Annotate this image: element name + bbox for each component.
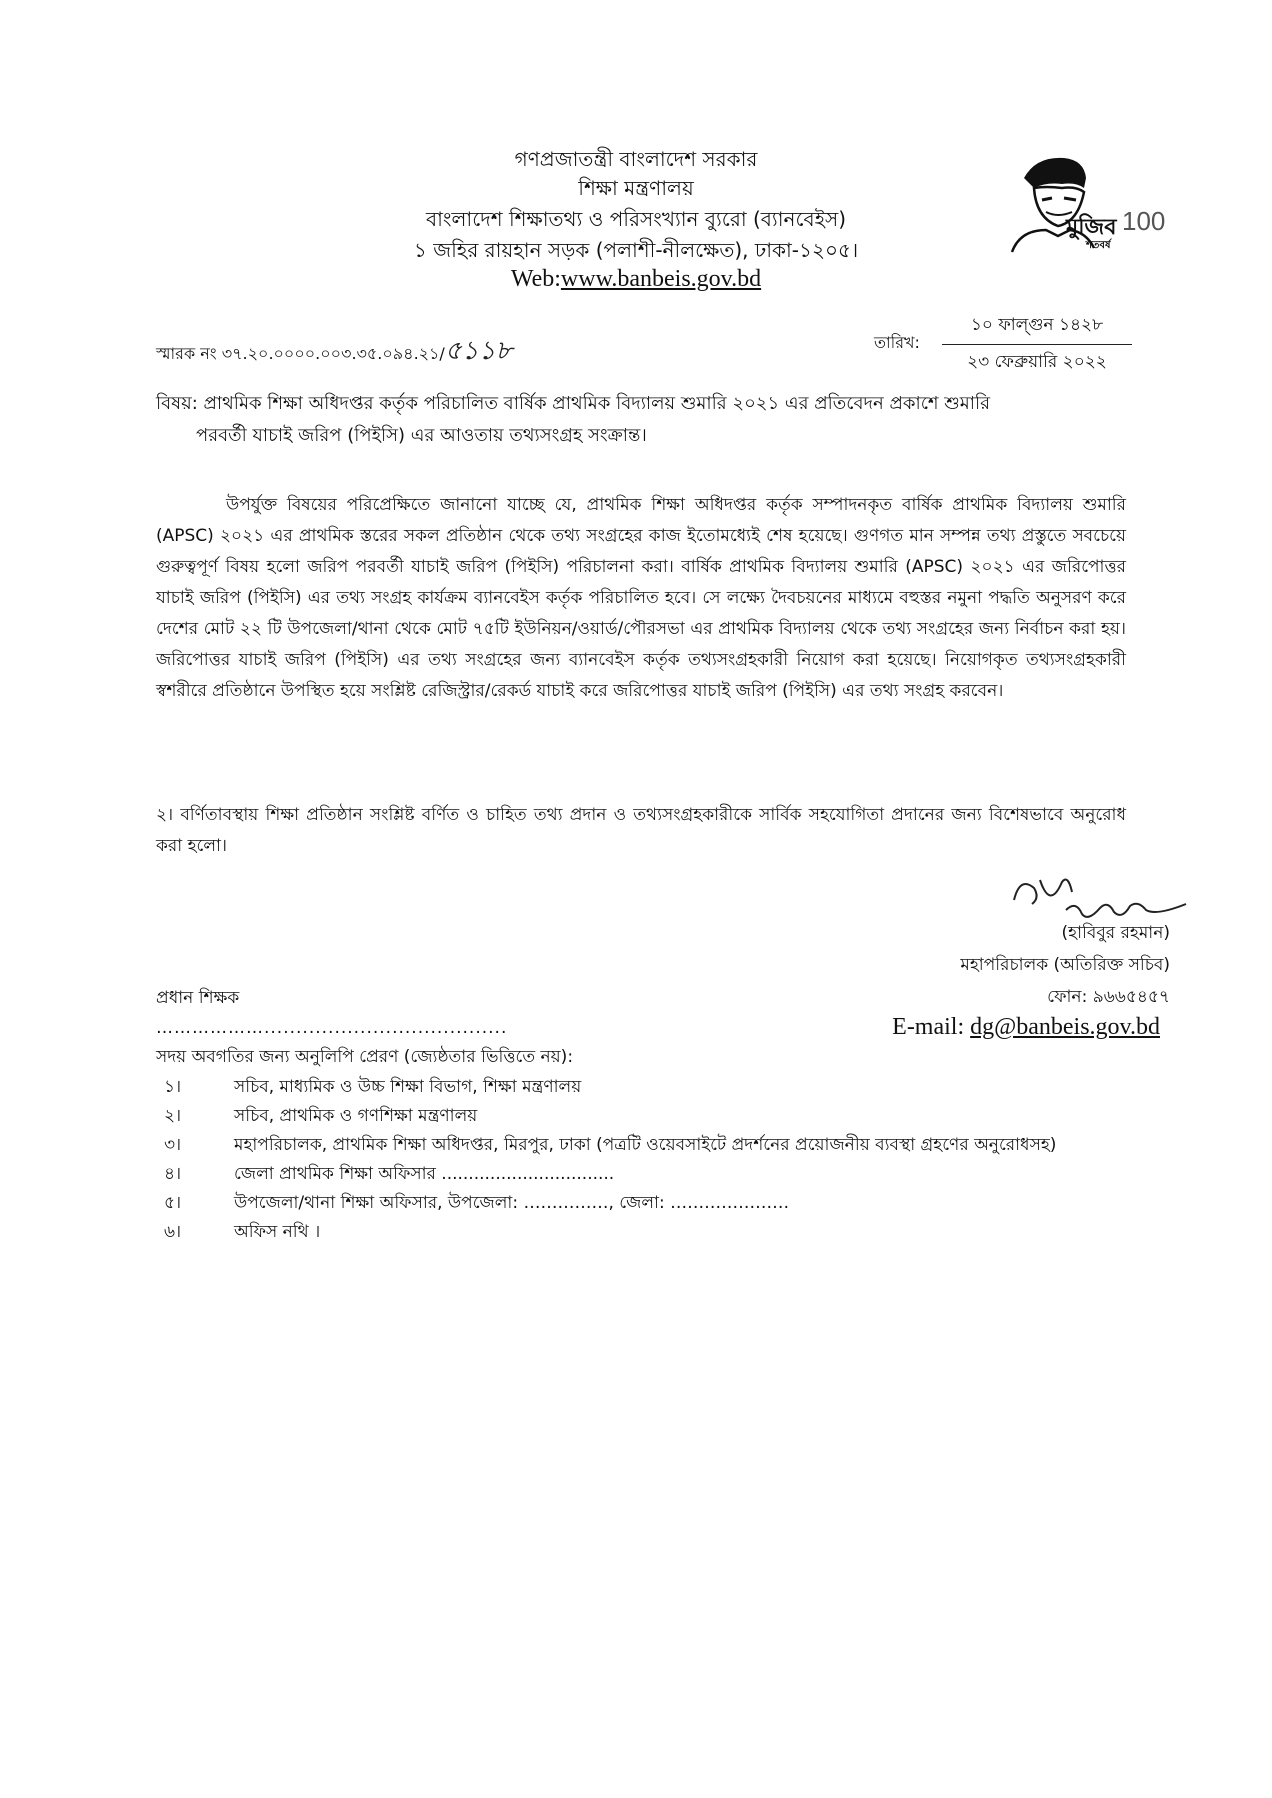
cc-item-text: মহাপরিচালক, প্রাথমিক শিক্ষা অধিদপ্তর, মিরপুর, ঢাকা (পত্রটি ওয়েবসাইটে প্রদর্শনের প্রয়োজনীয় ব্যবস্থা গ্রহণের অনুরোধসহ): [234, 1135, 1057, 1155]
email-label: E-mail:: [892, 1014, 971, 1040]
cc-item-number: ৩।: [164, 1135, 182, 1155]
signatory-designation: মহাপরিচালক (অতিরিক্ত সচিব): [960, 955, 1170, 975]
date-label: তারিখ:: [874, 333, 920, 352]
website-link[interactable]: www.banbeis.gov.bd: [560, 266, 762, 292]
cc-heading: সদয় অবগতির জন্য অনুলিপি প্রেরণ (জ্যেষ্ঠতার ভিত্তিতে নয়):: [156, 1047, 574, 1067]
memo-handwritten-number: ৫১১৮: [444, 336, 513, 366]
header-line-address: ১ জহির রায়হান সড়ক (পলাশী-নীলক্ষেত), ঢাকা-১২০৫।: [413, 238, 859, 262]
logo-small-text: শতবর্ষ: [1086, 240, 1111, 251]
body-paragraph-2: ২। বর্ণিতাবস্থায় শিক্ষা প্রতিষ্ঠান সংশ্লিষ্ট বর্ণিত ও চাহিত তথ্য প্রদান ও তথ্যসংগ্রহকারীকে সার্বিক সহযোগিতা প্রদানের জন্য বিশেষভাবে অনুরোধ করা হলো।: [156, 805, 1126, 856]
cc-item-number: ৫।: [164, 1193, 182, 1213]
memo-number-text: স্মারক নং ৩৭.২০.০০০০.০০৩.৩৫.০৯৪.২১/: [156, 344, 445, 363]
header-line-government: গণপ্রজাতন্ত্রী বাংলাদেশ সরকার: [514, 147, 758, 171]
cc-item: [156, 1160, 1126, 1189]
cc-item-text: উপজেলা/থানা শিক্ষা অফিসার, উপজেলা: ……………, জেলা: …………………: [234, 1193, 790, 1213]
date-divider: [942, 344, 1132, 345]
website-label: Web:: [510, 266, 561, 292]
date-gregorian: ২৩ ফেব্রুয়ারি ২০২২: [967, 352, 1107, 372]
date-box: [942, 312, 1132, 377]
cc-item: [156, 1102, 1126, 1131]
subject-line-1: বিষয়: প্রাথমিক শিক্ষা অধিদপ্তর কর্তৃক পরিচালিত বার্ষিক প্রাথমিক বিদ্যালয় শুমারি ২০২১ এর প্রতিবেদন প্রকাশে শুমারি: [156, 393, 991, 414]
recipient-dots: ………………......................................: [156, 1018, 508, 1038]
cc-item-text: অফিস নথি ।: [234, 1222, 321, 1242]
body-paragraph-1: উপর্যুক্ত বিষয়ের পরিপ্রেক্ষিতে জানানো যাচ্ছে যে, প্রাথমিক শিক্ষা অধিদপ্তর কর্তৃক সম্পাদনকৃত বার্ষিক প্রাথমিক বিদ্যালয় শুমারি (APSC) ২০২১ এর প্রাথমিক স্তরের সকল প্রতিষ্ঠান থেকে তথ্য সংগ্রহের কাজ ইতোমধ্যেই শেষ হয়েছে। গুণগত মান সম্পন্ন তথ্য প্রস্তুতে সবচেয়ে গুরুত্বপূর্ণ বিষয় হলো জরিপ পরবর্তী যাচাই জরিপ (পিইসি) পরিচালনা করা। বার্ষিক প্রাথমিক বিদ্যালয় শুমারি (APSC) ২০২১ এর জরিপোত্তর যাচাই জরিপ (পিইসি) এর তথ্য সংগ্রহ কার্যক্রম ব্যানবেইস কর্তৃক পরিচালিত হবে। সে লক্ষ্যে দৈবচয়নের মাধ্যমে বহুস্তর নমুনা পদ্ধতি অনুসরণ করে দেশের মোট ২২ টি উপজেলা/থানা থেকে মোট ৭৫টি ইউনিয়ন/ওয়ার্ড/পৌরসভা এর প্রাথমিক বিদ্যালয় থেকে তথ্য সংগ্রহের জন্য নির্বাচন করা হয়। জরিপোত্তর যাচাই জরিপ (পিইসি) এর তথ্য সংগ্রহের জন্য ব্যানবেইস কর্তৃক তথ্যসংগ্রহকারী নিয়োগ করা হয়েছে। নিয়োগকৃত তথ্যসংগ্রহকারী স্বশরীরে প্রতিষ্ঠানে উপস্থিত হয়ে সংশ্লিষ্ট রেজিস্ট্রার/রেকর্ড যাচাই করে জরিপোত্তর যাচাই জরিপ (পিইসি) এর তথ্য সংগ্রহ করবেন।: [156, 495, 1126, 701]
cc-item: [156, 1218, 1126, 1247]
date-bangla-calendar: ১০ ফাল্গুন ১৪২৮: [970, 315, 1104, 335]
mujib-100-logo: [1006, 148, 1166, 253]
cc-item: [156, 1073, 1126, 1102]
cc-item: [156, 1189, 1126, 1218]
memo-number: [156, 330, 512, 374]
logo-number: 100: [1122, 206, 1166, 236]
cc-item-number: ২।: [164, 1106, 182, 1126]
header-line-organization: বাংলাদেশ শিক্ষাতথ্য ও পরিসংখ্যান ব্যুরো (ব্যানবেইস): [425, 207, 847, 231]
cc-item-number: ৬।: [164, 1222, 182, 1242]
cc-item-text: সচিব, মাধ্যমিক ও উচ্চ শিক্ষা বিভাগ, শিক্ষা মন্ত্রণালয়: [234, 1077, 582, 1097]
email-link[interactable]: dg@banbeis.gov.bd: [970, 1014, 1160, 1040]
cc-item-text: সচিব, প্রাথমিক ও গণশিক্ষা মন্ত্রণালয়: [234, 1106, 478, 1126]
cc-item: [156, 1131, 1126, 1160]
header-website: [0, 266, 1272, 292]
header-line-ministry: শিক্ষা মন্ত্রণালয়: [578, 176, 694, 200]
signatory-phone: ফোন: ৯৬৬৫৪৫৭: [1047, 987, 1170, 1007]
cc-item-number: ১।: [164, 1077, 182, 1097]
signatory-name: (হাবিবুর রহমান): [1061, 923, 1170, 943]
cc-item-number: ৪।: [164, 1164, 182, 1184]
cc-item-text: জেলা প্রাথমিক শিক্ষা অফিসার ................................: [234, 1164, 615, 1184]
signatory-email: [700, 1012, 1160, 1043]
subject-line-2: পরবর্তী যাচাই জরিপ (পিইসি) এর আওতায় তথ্যসংগ্রহ সংক্রান্ত।: [196, 425, 647, 446]
recipient-title: প্রধান শিক্ষক: [156, 988, 240, 1008]
logo-text: মুজিব: [1066, 215, 1117, 240]
cc-list: [156, 1073, 1126, 1247]
